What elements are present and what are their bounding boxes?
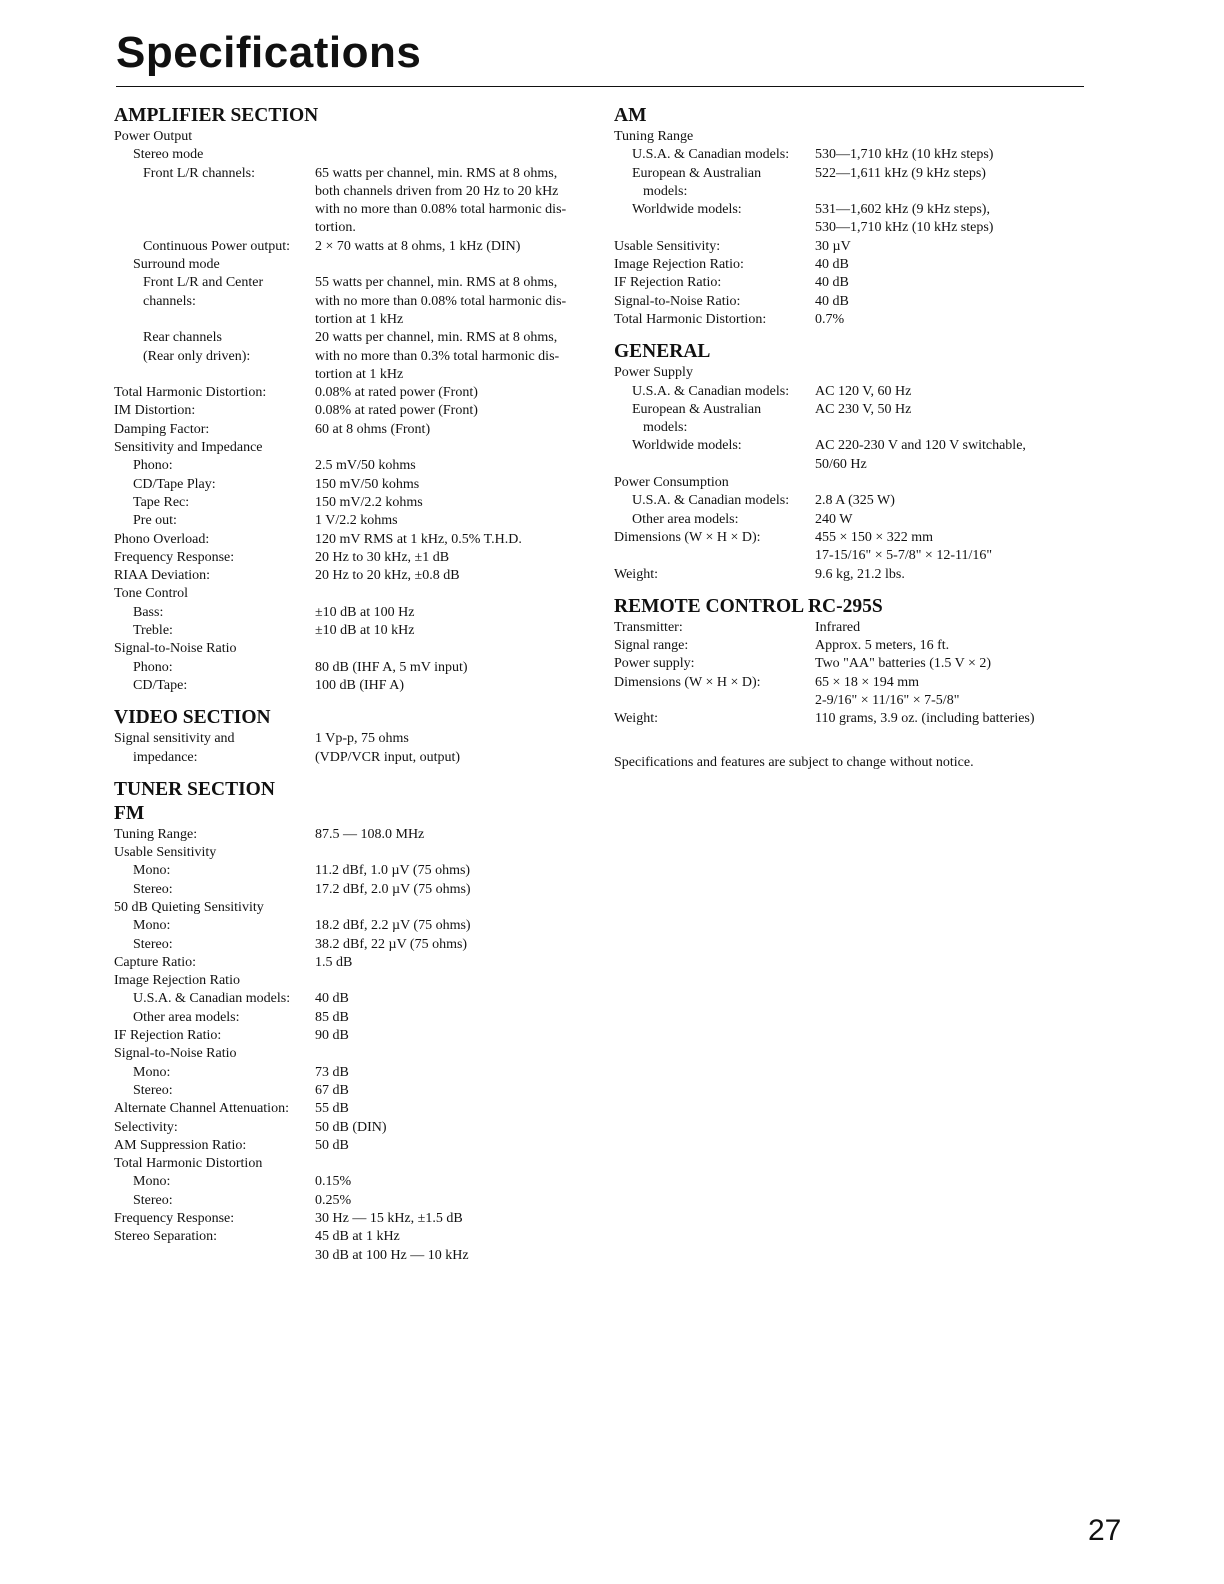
spec-row: [614, 401, 1094, 419]
spec-row: [114, 457, 594, 475]
spec-value: [315, 439, 594, 457]
spec-label: Stereo Separation:: [114, 1229, 218, 1245]
spec-label: Pre out:: [133, 513, 177, 529]
spec-row: [614, 383, 1094, 401]
section-heading-amplifier-section: AMPLIFIER SECTION: [114, 105, 319, 126]
spec-row: [114, 1137, 594, 1155]
spec-value: 85 dB: [315, 1009, 349, 1025]
spec-label: European & Australian: [632, 165, 762, 181]
spec-value: 0.25%: [315, 1192, 352, 1208]
spec-label: CD/Tape Play:: [133, 476, 216, 492]
section-heading-remote-control-rc-295s: REMOTE CONTROL RC-295S: [614, 595, 883, 617]
spec-row: [114, 1173, 594, 1191]
spec-label: Other area models:: [632, 511, 739, 527]
spec-label: channels:: [143, 293, 196, 309]
page-number: 27: [1088, 1514, 1122, 1547]
spec-row: [614, 637, 1094, 655]
spec-row: [114, 954, 594, 972]
spec-value: 20 watts per channel, min. RMS at 8 ohms,: [315, 330, 558, 346]
spec-row: [114, 165, 594, 238]
spec-label: Damping Factor:: [114, 421, 210, 437]
spec-value: 120 mV RMS at 1 kHz, 0.5% T.H.D.: [315, 531, 522, 547]
spec-label: U.S.A. & Canadian models:: [133, 991, 291, 1007]
spec-value: 2.8 A (325 W): [815, 493, 895, 509]
spec-label: Front L/R and Center: [143, 275, 264, 291]
spec-label: AM Suppression Ratio:: [114, 1137, 247, 1153]
spec-value: Two "AA" batteries (1.5 V × 2): [815, 656, 992, 672]
spec-value: 1 Vp-p, 75 ohms: [315, 731, 409, 747]
spec-value: 55 watts per channel, min. RMS at 8 ohms,: [315, 275, 558, 291]
spec-row: [614, 529, 1094, 566]
spec-value: 30 µV: [815, 238, 851, 254]
spec-value: with no more than 0.3% total harmonic dis- tortion at 1 kHz: [315, 348, 560, 382]
spec-label: Selectivity:: [114, 1119, 178, 1135]
spec-value: [315, 972, 594, 990]
spec-label: Signal-to-Noise Ratio: [114, 641, 237, 657]
spec-value: 531—1,602 kHz (9 kHz steps), 530—1,710 kHz (10 kHz steps): [815, 202, 994, 236]
spec-row: [114, 730, 594, 748]
spec-value: 17.2 dBf, 2.0 µV (75 ohms): [315, 881, 471, 897]
spec-value: 20 Hz to 20 kHz, ±0.8 dB: [315, 568, 460, 584]
spec-row: [114, 476, 594, 494]
spec-row: [614, 146, 1094, 164]
spec-row: [614, 293, 1094, 311]
spec-label: Tuning Range: [614, 129, 694, 144]
spec-label: Phono Overload:: [114, 531, 210, 547]
spec-row: [114, 274, 594, 292]
spec-row: [614, 364, 1094, 382]
spec-label: Stereo:: [133, 936, 173, 952]
spec-label: Stereo:: [133, 881, 173, 897]
spec-row: [114, 512, 594, 530]
spec-value: 240 W: [815, 511, 853, 527]
spec-value: 11.2 dBf, 1.0 µV (75 ohms): [315, 863, 471, 879]
spec-value: 55 dB: [315, 1101, 349, 1117]
spec-row: [614, 419, 1094, 437]
spec-value: [315, 128, 594, 146]
spec-value: tortion at 1 kHz: [315, 311, 404, 327]
page-title: Specifications: [116, 28, 422, 77]
spec-row: [114, 402, 594, 420]
spec-label: models:: [643, 420, 688, 436]
spec-label: European & Australian: [632, 401, 762, 417]
section-heading-tuner-section: TUNER SECTION: [114, 778, 275, 800]
spec-value: 50 dB (DIN): [315, 1119, 387, 1135]
spec-value: 30 Hz — 15 kHz, ±1.5 dB: [315, 1211, 463, 1227]
spec-row: [114, 826, 594, 844]
spec-label: Treble:: [133, 623, 173, 639]
spec-row: [614, 183, 1094, 201]
spec-label: U.S.A. & Canadian models:: [632, 493, 790, 509]
spec-row: [614, 474, 1094, 492]
spec-row: [114, 293, 594, 311]
spec-row: [114, 329, 594, 347]
spec-row: [114, 585, 594, 603]
spec-label: Worldwide models:: [632, 202, 742, 218]
spec-label: Mono:: [133, 863, 171, 879]
spec-value: 150 mV/50 kohms: [315, 476, 420, 492]
spec-label: Stereo:: [133, 1082, 173, 1098]
title-rule: [116, 86, 1084, 87]
spec-label: Signal-to-Noise Ratio:: [614, 293, 741, 309]
spec-label: Tone Control: [114, 586, 189, 602]
spec-value: 0.7%: [815, 311, 845, 327]
spec-label: RIAA Deviation:: [114, 568, 211, 584]
spec-value: [315, 899, 594, 917]
spec-value: 0.08% at rated power (Front): [315, 385, 478, 401]
spec-row: [114, 881, 594, 899]
spec-label: Signal sensitivity and: [114, 731, 235, 747]
spec-label: Rear channels: [143, 330, 222, 346]
spec-row: [114, 1210, 594, 1228]
spec-value: 1.5 dB: [315, 954, 353, 970]
spec-row: [114, 567, 594, 585]
spec-label: Front L/R channels:: [143, 165, 255, 181]
spec-value: 1 V/2.2 kohms: [315, 513, 398, 529]
spec-value: 80 dB (IHF A, 5 mV input): [315, 659, 468, 675]
spec-value: AC 120 V, 60 Hz: [815, 383, 912, 399]
spec-row: [114, 494, 594, 512]
spec-row: [114, 1228, 594, 1265]
spec-label: Frequency Response:: [114, 1211, 235, 1227]
spec-row: [614, 238, 1094, 256]
spec-row: [114, 348, 594, 385]
spec-row: [614, 710, 1094, 728]
spec-value: 87.5 — 108.0 MHz: [315, 826, 425, 842]
spec-label: Power Supply: [614, 365, 693, 381]
spec-row: [114, 1027, 594, 1045]
spec-value: 522—1,611 kHz (9 kHz steps): [815, 165, 986, 181]
spec-row: [114, 899, 594, 917]
spec-value: 50 dB: [315, 1137, 349, 1153]
spec-row: [114, 972, 594, 990]
spec-row: [614, 655, 1094, 673]
spec-row: [114, 640, 594, 658]
spec-value: [315, 146, 594, 164]
spec-label: Image Rejection Ratio:: [614, 257, 744, 273]
spec-row: [614, 437, 1094, 474]
spec-label: IF Rejection Ratio:: [614, 275, 722, 291]
spec-row: [114, 549, 594, 567]
spec-row: [114, 146, 594, 164]
spec-value: ±10 dB at 100 Hz: [315, 604, 415, 620]
spec-label: Weight:: [614, 711, 658, 727]
spec-row: [114, 384, 594, 402]
spec-row: [614, 128, 1094, 146]
spec-row: [114, 311, 594, 329]
spec-value: Infrared: [815, 619, 861, 635]
spec-label: Usable Sensitivity:: [614, 238, 721, 254]
spec-row: [614, 511, 1094, 529]
spec-row: [114, 917, 594, 935]
spec-row: [614, 619, 1094, 637]
spec-row: [114, 1082, 594, 1100]
spec-label: Stereo:: [133, 1192, 173, 1208]
spec-label: Image Rejection Ratio: [114, 973, 240, 989]
spec-label: Phono:: [133, 659, 173, 675]
spec-value: 18.2 dBf, 2.2 µV (75 ohms): [315, 918, 471, 934]
spec-label: Power supply:: [614, 656, 695, 672]
spec-row: [114, 990, 594, 1008]
spec-label: Mono:: [133, 918, 171, 934]
spec-value: 40 dB: [815, 257, 849, 273]
spec-label: Tuning Range:: [114, 826, 198, 842]
spec-label: Mono:: [133, 1174, 171, 1190]
spec-label: Worldwide models:: [632, 438, 742, 454]
spec-row: [114, 421, 594, 439]
spec-value: 110 grams, 3.9 oz. (including batteries): [815, 711, 1035, 727]
spec-label: Phono:: [133, 458, 173, 474]
spec-value: with no more than 0.08% total harmonic dis-: [315, 293, 567, 309]
spec-value: 150 mV/2.2 kohms: [315, 494, 423, 510]
spec-row: [114, 238, 594, 256]
spec-row: [114, 844, 594, 862]
spec-value: 2.5 mV/50 kohms: [315, 458, 416, 474]
spec-label: Tape Rec:: [133, 494, 190, 510]
spec-value: [315, 1155, 594, 1173]
spec-row: [114, 1119, 594, 1137]
spec-row: [614, 274, 1094, 292]
spec-row: [114, 749, 594, 767]
spec-row: [114, 128, 594, 146]
spec-value: 73 dB: [315, 1064, 349, 1080]
spec-label: Capture Ratio:: [114, 954, 197, 970]
spec-label: Alternate Channel Attenuation:: [114, 1101, 289, 1117]
spec-label: IF Rejection Ratio:: [114, 1028, 222, 1044]
spec-label: Total Harmonic Distortion: [114, 1156, 263, 1172]
section-heading-video-section: VIDEO SECTION: [114, 707, 271, 729]
spec-label: Dimensions (W × H × D):: [614, 674, 761, 690]
spec-row: [114, 256, 594, 274]
spec-value: 2 × 70 watts at 8 ohms, 1 kHz (DIN): [315, 238, 521, 254]
spec-row: [114, 862, 594, 880]
spec-row: [614, 492, 1094, 510]
spec-row: [114, 1155, 594, 1173]
spec-label: IM Distortion:: [114, 403, 196, 419]
footnote: Specifications and features are subject to change without notice.: [614, 754, 974, 770]
spec-value: 60 at 8 ohms (Front): [315, 421, 431, 437]
spec-label: Power Consumption: [614, 475, 729, 491]
spec-label: Surround mode: [133, 257, 220, 273]
spec-label: Sensitivity and Impedance: [114, 440, 263, 456]
spec-label: Stereo mode: [133, 147, 204, 163]
spec-label: impedance:: [133, 749, 198, 765]
spec-row: [114, 531, 594, 549]
spec-value: Approx. 5 meters, 16 ft.: [815, 638, 950, 654]
spec-row: [114, 439, 594, 457]
spec-label: Transmitter:: [614, 619, 683, 635]
spec-value: 40 dB: [815, 275, 849, 291]
spec-label: Signal-to-Noise Ratio: [114, 1046, 237, 1062]
spec-value: 40 dB: [815, 293, 849, 309]
spec-label: Power Output: [114, 129, 193, 144]
spec-value: [315, 256, 594, 274]
right-column: [614, 104, 1094, 772]
section-heading-fm: FM: [114, 802, 145, 824]
spec-row: [114, 1045, 594, 1063]
spec-value: AC 230 V, 50 Hz: [815, 401, 912, 417]
spec-label: models:: [643, 183, 688, 199]
section-heading-am: AM: [614, 105, 647, 126]
spec-value: [815, 474, 1094, 492]
spec-row: [114, 1100, 594, 1118]
spec-value: [815, 183, 1094, 201]
section-heading-general: GENERAL: [614, 341, 711, 363]
spec-value: [815, 364, 1094, 382]
spec-row: [114, 1009, 594, 1027]
spec-value: (VDP/VCR input, output): [315, 749, 461, 765]
spec-value: 530—1,710 kHz (10 kHz steps): [815, 147, 994, 163]
spec-row: [614, 674, 1094, 711]
spec-value: [315, 640, 594, 658]
spec-value: 38.2 dBf, 22 µV (75 ohms): [315, 936, 468, 952]
spec-value: [315, 585, 594, 603]
spec-value: 20 Hz to 30 kHz, ±1 dB: [315, 549, 450, 565]
spec-value: 455 × 150 × 322 mm 17-15/16" × 5-7/8" × 12-11/16": [815, 529, 993, 564]
spec-row: [114, 1192, 594, 1210]
spec-value: AC 220-230 V and 120 V switchable, 50/60 Hz: [815, 438, 1026, 472]
spec-value: 100 dB (IHF A): [315, 677, 405, 693]
spec-row: [114, 659, 594, 677]
spec-label: [114, 311, 315, 329]
spec-value: 90 dB: [315, 1028, 349, 1044]
spec-row: [114, 1064, 594, 1082]
spec-row: [614, 566, 1094, 584]
left-column: [114, 104, 594, 1265]
spec-value: 9.6 kg, 21.2 lbs.: [815, 566, 905, 582]
spec-row: [114, 677, 594, 695]
spec-label: Bass:: [133, 604, 164, 620]
spec-row: [614, 165, 1094, 183]
spec-value: 0.08% at rated power (Front): [315, 403, 478, 419]
spec-label: Continuous Power output:: [143, 238, 291, 254]
spec-value: 40 dB: [315, 991, 349, 1007]
spec-label: Other area models:: [133, 1009, 240, 1025]
spec-label: Mono:: [133, 1064, 171, 1080]
spec-value: 67 dB: [315, 1082, 349, 1098]
spec-value: 65 × 18 × 194 mm 2-9/16" × 11/16" × 7-5/8": [815, 674, 960, 709]
spec-label: 50 dB Quieting Sensitivity: [114, 899, 264, 915]
spec-value: ±10 dB at 10 kHz: [315, 623, 415, 639]
spec-value: [815, 419, 1094, 437]
spec-row: [114, 622, 594, 640]
spec-value: [315, 1045, 594, 1063]
spec-label: CD/Tape:: [133, 677, 188, 693]
spec-label: Frequency Response:: [114, 549, 235, 565]
spec-value: 0.15%: [315, 1174, 352, 1190]
spec-label: Dimensions (W × H × D):: [614, 529, 761, 545]
spec-label: Weight:: [614, 566, 658, 582]
spec-value: [315, 844, 594, 862]
spec-label: Total Harmonic Distortion:: [614, 311, 767, 327]
spec-label: Signal range:: [614, 638, 689, 654]
spec-value: 65 watts per channel, min. RMS at 8 ohms, both channels driven from 20 Hz to 20 kHz with no more than 0.08% total harmonic dis- tortion.: [315, 165, 567, 236]
spec-row: [614, 311, 1094, 329]
spec-label: Usable Sensitivity: [114, 845, 217, 861]
spec-label: U.S.A. & Canadian models:: [632, 383, 790, 399]
spec-label: U.S.A. & Canadian models:: [632, 147, 790, 163]
spec-label: (Rear only driven):: [143, 348, 251, 364]
spec-row: [614, 201, 1094, 238]
spec-value: 45 dB at 1 kHz 30 dB at 100 Hz — 10 kHz: [315, 1229, 469, 1263]
spec-row: [114, 936, 594, 954]
spec-row: [114, 604, 594, 622]
spec-label: Total Harmonic Distortion:: [114, 385, 267, 401]
spec-value: [815, 128, 1094, 146]
spec-row: [614, 256, 1094, 274]
